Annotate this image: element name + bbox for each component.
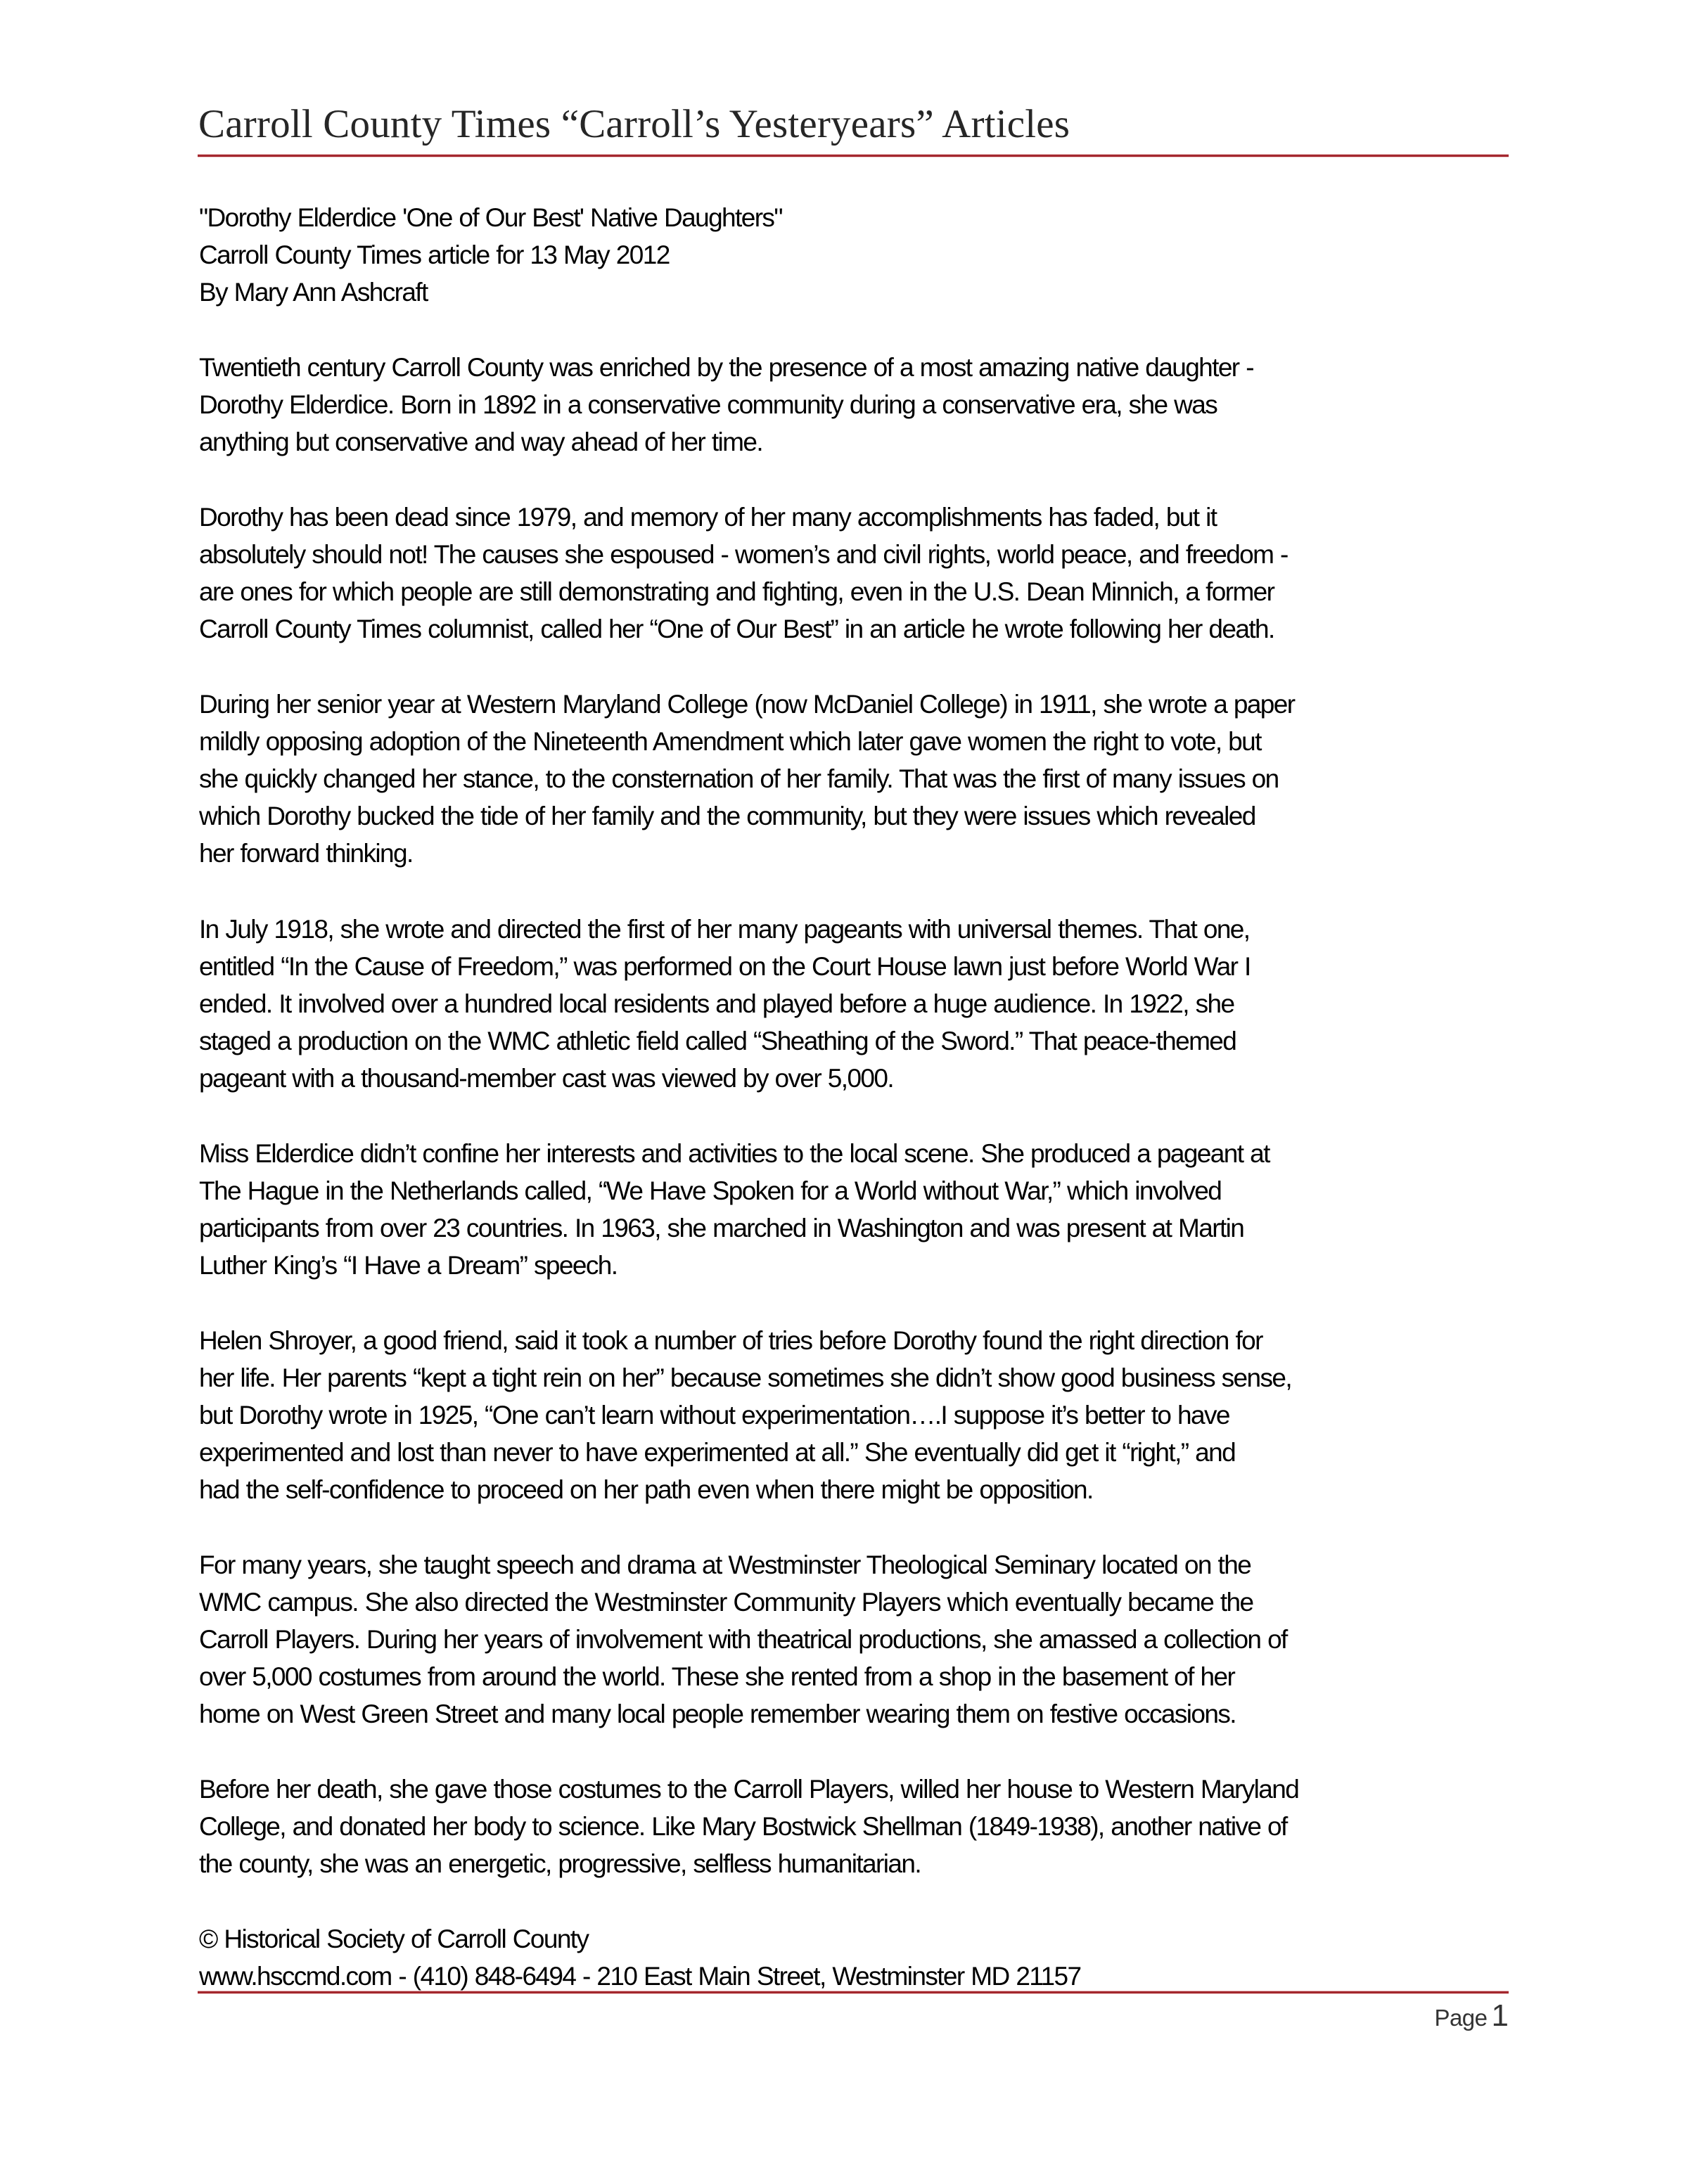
text-line: her life. Her parents “kept a tight rein on her” because sometimes she didn’t show good business sense, <box>199 1363 1292 1392</box>
article-headline: "Dorothy Elderdice 'One of Our Best' Native Daughters" <box>199 203 782 232</box>
paragraph <box>199 349 1521 461</box>
page-number-label: Page <box>1434 2005 1488 2031</box>
paragraph <box>199 911 1521 1097</box>
paragraph <box>199 499 1521 648</box>
text-line: The Hague in the Netherlands called, “We Have Spoken for a World without War,” which involved <box>199 1176 1222 1205</box>
text-line: Carroll Players. During her years of involvement with theatrical productions, she amassed a collection of <box>199 1625 1287 1654</box>
footer <box>199 1920 1521 1995</box>
text-line: mildly opposing adoption of the Nineteenth Amendment which later gave women the right to vote, but <box>199 727 1261 756</box>
text-line: Carroll County Times columnist, called her “One of Our Best” in an article he wrote following her death. <box>199 615 1274 643</box>
text-line: Twentieth century Carroll County was enriched by the presence of a most amazing native daughter - <box>199 353 1253 382</box>
footer-rule <box>198 1991 1509 1994</box>
paragraph <box>199 1322 1521 1508</box>
text-line: ended. It involved over a hundred local residents and played before a huge audience. In 1922, she <box>199 989 1234 1018</box>
text-line: pageant with a thousand-member cast was viewed by over 5,000. <box>199 1064 894 1093</box>
text-line: are ones for which people are still demonstrating and fighting, even in the U.S. Dean Minnich, a former <box>199 577 1274 606</box>
text-line: experimented and lost than never to have experimented at all.” She eventually did get it “right,” and <box>199 1438 1236 1467</box>
text-line: Dorothy has been dead since 1979, and memory of her many accomplishments has faded, but it <box>199 503 1217 532</box>
footer-copyright: © Historical Society of Carroll County <box>199 1925 589 1953</box>
footer-contact: www.hsccmd.com - (410) 848-6494 - 210 East Main Street, Westminster MD 21157 <box>199 1962 1081 1991</box>
text-line: which Dorothy bucked the tide of her family and the community, but they were issues which revealed <box>199 802 1255 830</box>
text-line: participants from over 23 countries. In 1963, she marched in Washington and was present at Martin <box>199 1214 1244 1242</box>
text-line: her forward thinking. <box>199 839 413 868</box>
running-header-title: Carroll County Times “Carroll’s Yesteryears” Articles <box>198 102 1070 146</box>
text-line: College, and donated her body to science. Like Mary Bostwick Shellman (1849-1938), another native of <box>199 1812 1287 1841</box>
text-line: Before her death, she gave those costumes to the Carroll Players, willed her house to Western Maryland <box>199 1775 1299 1804</box>
text-line: anything but conservative and way ahead of her time. <box>199 428 763 456</box>
text-line: had the self-confidence to proceed on her path even when there might be opposition. <box>199 1475 1093 1504</box>
text-line: For many years, she taught speech and drama at Westminster Theological Seminary located on the <box>199 1550 1251 1579</box>
text-line: During her senior year at Western Maryland College (now McDaniel College) in 1911, she wrote a paper <box>199 690 1295 719</box>
paragraph <box>199 1546 1521 1733</box>
text-line: In July 1918, she wrote and directed the first of her many pageants with universal themes. That one, <box>199 915 1250 944</box>
text-line: WMC campus. She also directed the Westminster Community Players which eventually became the <box>199 1588 1253 1617</box>
page-number <box>1434 1998 1509 2034</box>
paragraph <box>199 1771 1521 1882</box>
article-byline: By Mary Ann Ashcraft <box>199 278 428 307</box>
article-meta <box>199 199 1521 311</box>
text-line: the county, she was an energetic, progressive, selfless humanitarian. <box>199 1849 921 1878</box>
page-number-value: 1 <box>1491 1998 1509 2033</box>
article-publication: Carroll County Times article for 13 May 2012 <box>199 240 670 269</box>
text-line: Helen Shroyer, a good friend, said it took a number of tries before Dorothy found the right direction for <box>199 1326 1262 1355</box>
text-line: Dorothy Elderdice. Born in 1892 in a conservative community during a conservative era, she was <box>199 390 1217 419</box>
text-line: over 5,000 costumes from around the world. These she rented from a shop in the basement of her <box>199 1662 1235 1691</box>
text-line: staged a production on the WMC athletic field called “Sheathing of the Sword.” That peace-themed <box>199 1027 1236 1055</box>
text-line: but Dorothy wrote in 1925, “One can’t learn without experimentation….I suppose it’s better to have <box>199 1401 1229 1430</box>
text-line: Miss Elderdice didn’t confine her interests and activities to the local scene. She produced a pageant at <box>199 1139 1270 1168</box>
paragraph <box>199 1135 1521 1284</box>
header-rule <box>198 154 1509 158</box>
text-line: entitled “In the Cause of Freedom,” was performed on the Court House lawn just before World War I <box>199 952 1251 981</box>
text-line: Luther King’s “I Have a Dream” speech. <box>199 1251 618 1280</box>
text-line: absolutely should not! The causes she espoused - women’s and civil rights, world peace, and freedom - <box>199 540 1288 569</box>
text-line: home on West Green Street and many local people remember wearing them on festive occasions. <box>199 1700 1236 1728</box>
paragraph <box>199 686 1521 872</box>
text-line: she quickly changed her stance, to the consternation of her family. That was the first of many issues on <box>199 764 1279 793</box>
